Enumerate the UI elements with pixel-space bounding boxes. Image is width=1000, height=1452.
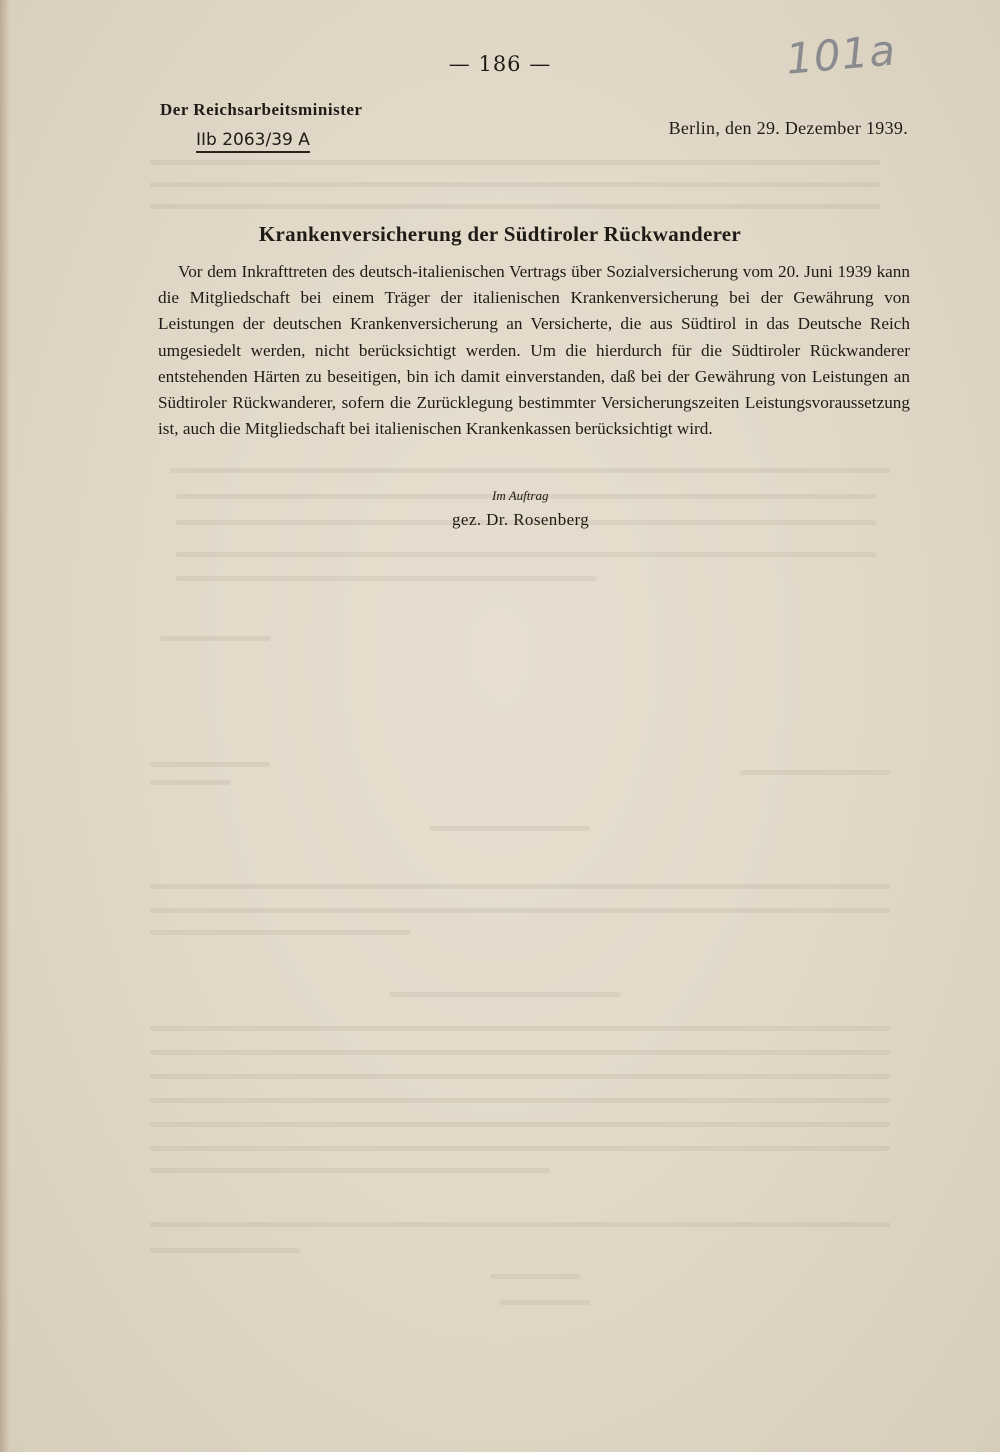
sender-line: Der Reichsarbeitsminister — [160, 100, 363, 119]
page-number: — 186 — — [448, 52, 552, 76]
archive-handwritten-mark: 101a — [784, 25, 898, 84]
closing-phrase: Im Auftrag — [492, 488, 549, 503]
signature-line: gez. Dr. Rosenberg — [452, 510, 590, 529]
page-edge-shadow — [0, 0, 10, 1452]
document-heading: Krankenversicherung der Südtiroler Rückwanderer — [258, 222, 742, 246]
place-date: Berlin, den 29. Dezember 1939. — [668, 118, 908, 138]
body-paragraph: Vor dem Inkrafttreten des deutsch-italienischen Vertrags über Sozialversicherung vom 20. Juni 1939 kann die Mitgliedschaft bei einem Träger der italienischen Krankenversicherung bei der Gewährung von Leistungen der deutschen Krankenversicherung an Versicherte, die aus Südtirol in das Deutsche Reich umgesiedelt werden, nicht berücksichtigt werden. Um die hierdurch für die Südtiroler Rückwanderer entstehenden Härten zu beseitigen, bin ich damit einverstanden, daß bei der Gewährung von Leistungen an Südtiroler Rückwanderer, sofern die Zurücklegung bestimmter Versicherungszeiten Leistungsvoraussetzung ist, auch die Mitgliedschaft bei italienischen Krankenkassen berücksichtigt wird. — [158, 262, 910, 439]
file-reference: IIb 2063/39 A — [196, 130, 310, 153]
